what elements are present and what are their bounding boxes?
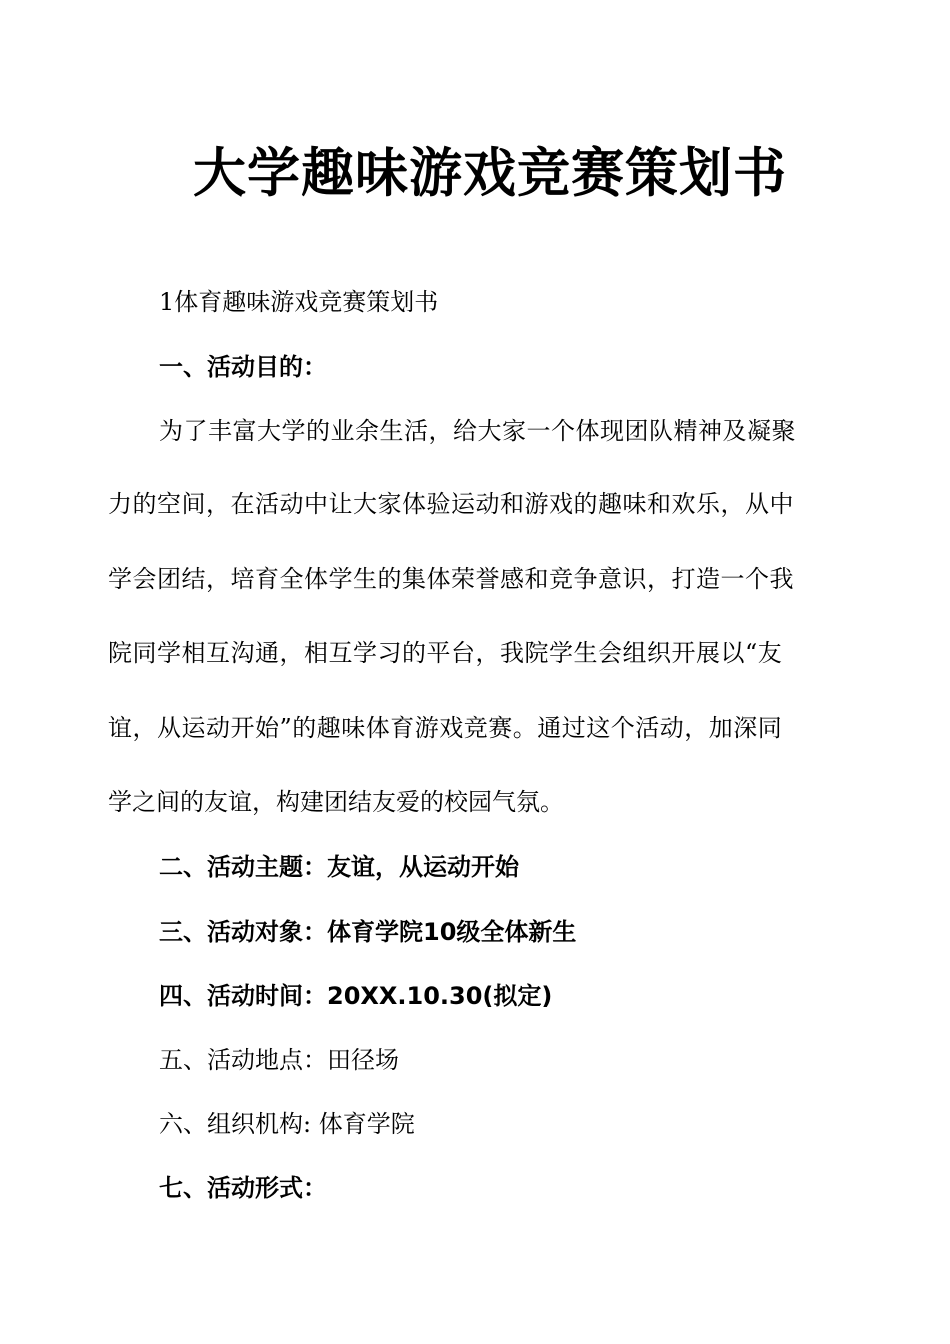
section-theme: 二、活动主题：友谊，从运动开始 bbox=[159, 853, 519, 881]
section-organizer: 六、组织机构: 体育学院 bbox=[159, 1110, 415, 1138]
section-heading-purpose: 一、活动目的： bbox=[159, 353, 327, 381]
section-heading-format: 七、活动形式： bbox=[159, 1174, 327, 1202]
document-title: 大学趣味游戏竞赛策划书 bbox=[193, 143, 787, 204]
section-time: 四、活动时间：20XX.10.30(拟定) bbox=[159, 982, 553, 1010]
document-subtitle: 1体育趣味游戏竞赛策划书 bbox=[159, 288, 439, 316]
section-location: 五、活动地点：田径场 bbox=[159, 1046, 399, 1074]
purpose-paragraph-line: 为了丰富大学的业余生活，给大家一个体现团队精神及凝聚 bbox=[159, 417, 796, 445]
purpose-paragraph-line: 学之间的友谊，构建团结友爱的校园气氛。 bbox=[108, 788, 564, 816]
purpose-paragraph-line: 力的空间，在活动中让大家体验运动和游戏的趣味和欢乐，从中 bbox=[108, 490, 794, 518]
purpose-paragraph-line: 院同学相互沟通，相互学习的平台，我院学生会组织开展以“友 bbox=[108, 639, 783, 667]
section-audience: 三、活动对象：体育学院10级全体新生 bbox=[159, 918, 577, 946]
purpose-paragraph-line: 谊，从运动开始”的趣味体育游戏竞赛。通过这个活动，加深同 bbox=[108, 714, 783, 742]
purpose-paragraph-line: 学会团结，培育全体学生的集体荣誉感和竞争意识，打造一个我 bbox=[108, 565, 794, 593]
